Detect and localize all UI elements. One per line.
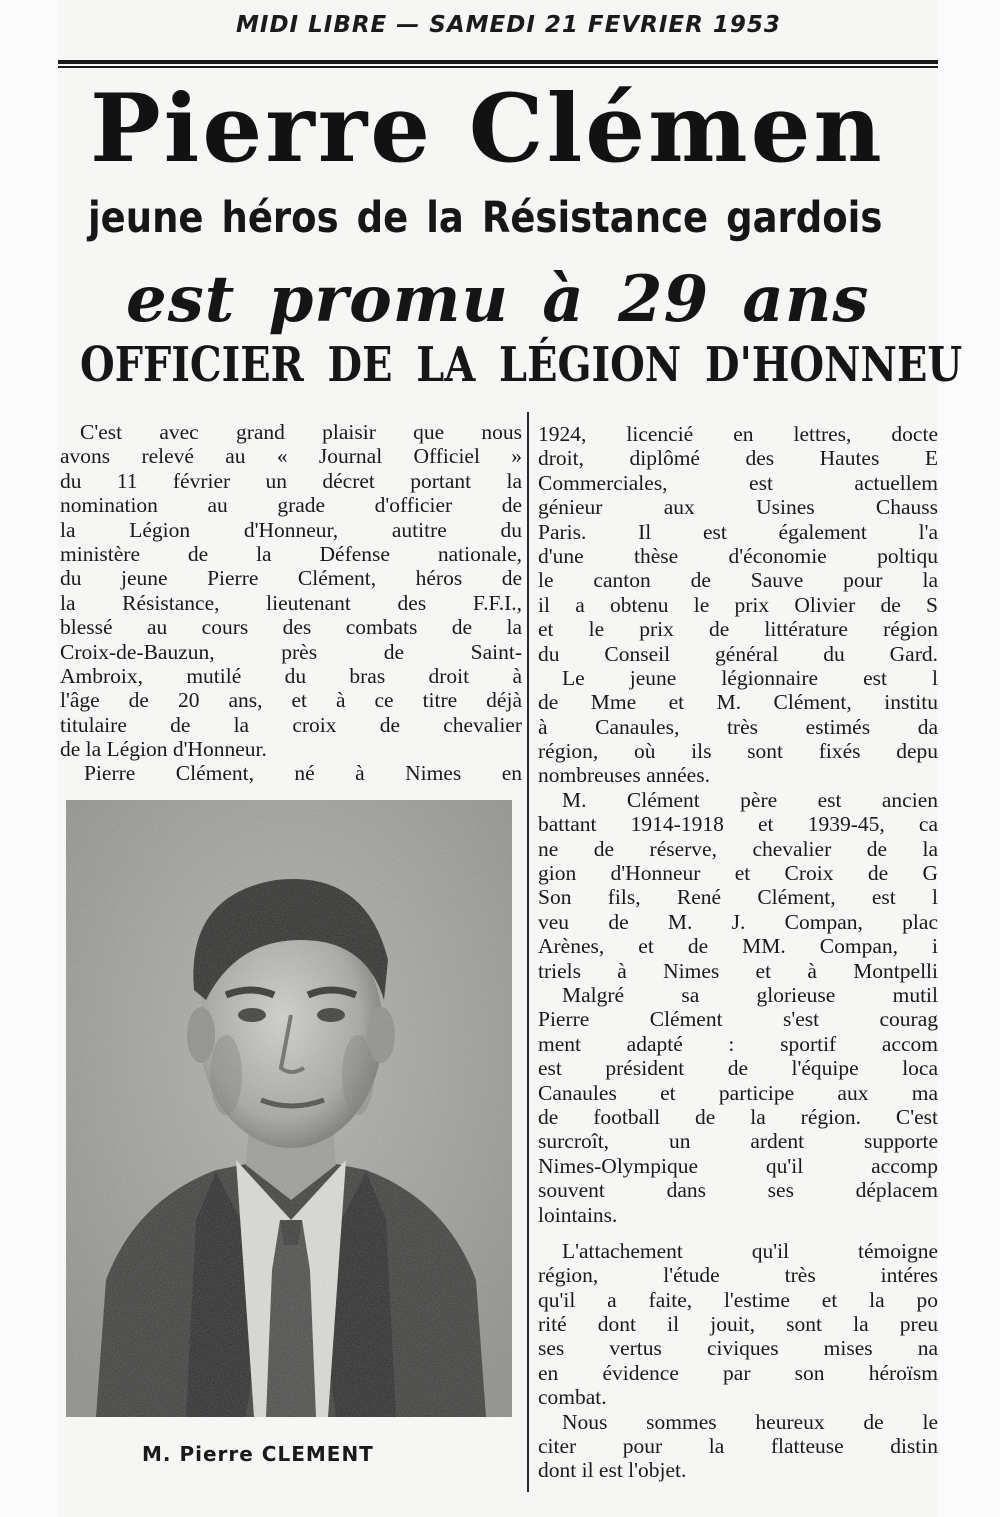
text-line: de la Légion d'Honneur. (60, 737, 267, 762)
text-line: titulaire de la croix de chevalier (60, 712, 522, 737)
text-line: dont il est l'objet. (538, 1458, 687, 1483)
text-line: est président de l'équipe loca (538, 1056, 938, 1081)
text-line: et le prix de littérature région (538, 617, 938, 642)
text-line: la Légion d'Honneur, autitre du (60, 517, 522, 542)
text-line: du 11 février un décret portant la (60, 468, 522, 493)
text-line: souvent dans ses déplacem (538, 1178, 938, 1203)
text-line: de Mme et M. Clément, institu (538, 690, 938, 715)
text-line: citer pour la flatteuse distin (538, 1434, 938, 1459)
text-line: Nimes-Olympique qu'il accomp (538, 1153, 938, 1178)
text-line: Canaules et participe aux ma (538, 1080, 938, 1105)
text-line: Malgré sa glorieuse mutil (562, 982, 938, 1007)
subheadline-italic: est promu à 29 ans (126, 262, 870, 337)
text-line: L'attachement qu'il témoigne (562, 1238, 938, 1263)
text-line: l'âge de 20 ans, et à ce titre déjà (60, 688, 522, 713)
photo-caption: M. Pierre CLEMENT (142, 1442, 374, 1466)
text-line: ses vertus civiques mises na (538, 1336, 938, 1361)
text-line: M. Clément père est ancien (562, 787, 938, 812)
text-line: battant 1914-1918 et 1939-45, ca (538, 812, 938, 837)
text-line: Croix-de-Bauzun, près de Saint- (60, 639, 522, 664)
text-line: surcroît, un ardent supporte (538, 1129, 938, 1154)
text-line: le canton de Sauve pour la (538, 568, 938, 593)
text-line: ment adapté : sportif accom (538, 1031, 938, 1056)
text-line: à Canaules, très estimés da (538, 714, 938, 739)
text-line: droit, diplômé des Hautes E (538, 446, 938, 471)
text-line: Ambroix, mutilé du bras droit à (60, 663, 522, 688)
text-line: veu de M. J. Compan, plac (538, 909, 938, 934)
text-line: du Conseil général du Gard. (538, 641, 938, 666)
text-line: Pierre Clément s'est courag (538, 1007, 938, 1032)
text-line: Paris. Il est également l'a (538, 519, 938, 544)
text-line: il a obtenu le prix Olivier de S (538, 592, 938, 617)
text-line: la Résistance, lieutenant des F.F.I., (60, 590, 522, 615)
paragraph-spacer (538, 1227, 938, 1239)
text-line: en évidence par son héroïsm (538, 1360, 938, 1385)
text-line: Nous sommes heureux de le (562, 1409, 938, 1434)
subheadline-caps: OFFICIER DE LA LÉGION D'HONNEU (80, 337, 963, 393)
text-line: Arènes, et de MM. Compan, i (538, 934, 938, 959)
text-line: rité dont il jouit, sont la preu (538, 1312, 938, 1337)
text-line: de football de la région. C'est (538, 1104, 938, 1129)
text-line: d'une thèse d'économie poltiqu (538, 543, 938, 568)
text-line: qu'il a faite, l'estime et la po (538, 1287, 938, 1312)
headline: Pierre Clémen (90, 74, 885, 184)
text-line: gion d'Honneur et Croix de G (538, 861, 938, 886)
text-line: du jeune Pierre Clément, héros de (60, 566, 522, 591)
column-divider (527, 412, 529, 1492)
subheadline: jeune héros de la Résistance gardois (88, 193, 883, 243)
text-line: ne de réserve, chevalier de la (538, 836, 938, 861)
portrait-illustration (66, 800, 512, 1417)
text-line: avons relevé au « Journal Officiel » (60, 444, 522, 469)
text-line: région, l'étude très intéres (538, 1263, 938, 1288)
text-line: région, où ils sont fixés depu (538, 739, 938, 764)
text-line: nomination au grade d'officier de (60, 493, 522, 518)
text-line: nombreuses années. (538, 763, 710, 788)
text-line: C'est avec grand plaisir que nous (80, 420, 522, 444)
text-line: combat. (538, 1385, 607, 1410)
dateline: MIDI LIBRE — SAMEDI 21 FEVRIER 1953 (236, 12, 781, 38)
top-rule (58, 60, 938, 64)
portrait-photo (66, 800, 512, 1417)
article-left-column (60, 420, 522, 786)
text-line: ministère de la Défense nationale, (60, 541, 522, 566)
text-line: triels à Nimes et à Montpelli (538, 958, 938, 983)
text-line: lointains. (538, 1202, 618, 1227)
top-rule-thin (58, 66, 938, 68)
text-line: Pierre Clément, né à Nimes en (84, 761, 522, 786)
article-right-column (538, 422, 938, 1483)
text-line: Le jeune légionnaire est l (562, 665, 938, 690)
text-line: 1924, licencié en lettres, docte (538, 422, 938, 446)
text-line: blessé au cours des combats de la (60, 615, 522, 640)
text-line: Son fils, René Clément, est l (538, 885, 938, 910)
text-line: Commerciales, est actuellem (538, 470, 938, 495)
text-line: génieur aux Usines Chauss (538, 495, 938, 520)
